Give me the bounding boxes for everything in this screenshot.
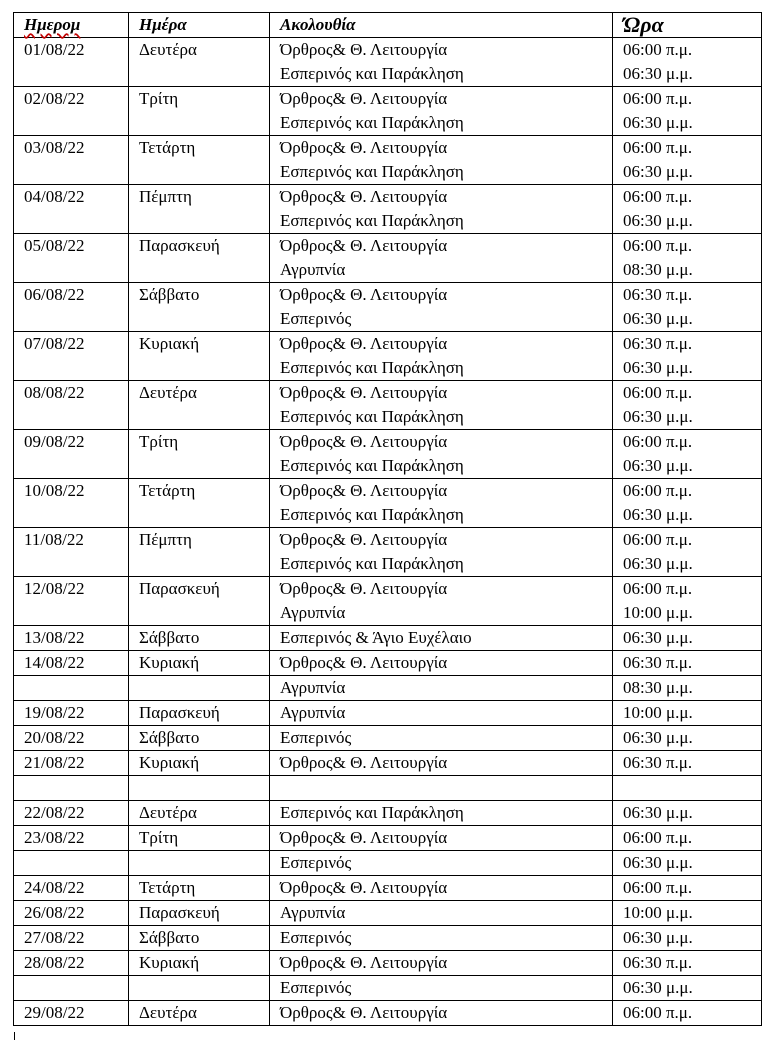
date-cell: 09/08/22 [14,430,129,479]
day-cell: Παρασκευή [129,901,270,926]
table-row [14,776,762,801]
day-cell: Τετάρτη [129,136,270,185]
time-cell [613,776,762,801]
time-line: 06:30 μ.μ. [623,309,693,328]
schedule-body [14,38,762,1026]
service-line: Όρθρος& Θ. Λειτουργία [280,334,448,353]
service-line: Όρθρος& Θ. Λειτουργία [280,285,448,304]
service-line: Όρθρος& Θ. Λειτουργία [280,828,448,847]
service-cell [270,234,613,283]
service-line: Όρθρος& Θ. Λειτουργία [280,481,448,500]
date-cell: 27/08/22 [14,926,129,951]
table-row [14,826,762,851]
day-cell: Κυριακή [129,951,270,976]
date-cell: 24/08/22 [14,876,129,901]
table-row [14,332,762,381]
time-cell [613,381,762,430]
time-cell [613,87,762,136]
time-cell [613,577,762,626]
table-row [14,1001,762,1026]
time-line: 06:30 π.μ. [623,753,693,772]
time-line: 08:30 μ.μ. [623,678,693,697]
date-cell [14,776,129,801]
time-cell [613,332,762,381]
table-row [14,851,762,876]
table-row [14,136,762,185]
service-cell [270,776,613,801]
service-line: Εσπερινός & Άγιο Ευχέλαιο [280,628,472,647]
day-cell: Τρίτη [129,430,270,479]
time-cell [613,430,762,479]
service-cell [270,332,613,381]
time-line: 06:30 μ.μ. [623,628,693,647]
service-line: Όρθρος& Θ. Λειτουργία [280,40,448,59]
service-line: Αγρυπνία [280,703,346,722]
date-cell: 22/08/22 [14,801,129,826]
table-row [14,626,762,651]
date-cell: 03/08/22 [14,136,129,185]
time-cell [613,626,762,651]
day-cell [129,676,270,701]
service-line: Όρθρος& Θ. Λειτουργία [280,579,448,598]
date-cell: 08/08/22 [14,381,129,430]
table-row [14,801,762,826]
time-line: 06:30 μ.μ. [623,978,693,997]
time-cell [613,676,762,701]
service-line: Εσπερινός [280,928,352,947]
day-cell: Κυριακή [129,651,270,676]
day-cell: Παρασκευή [129,577,270,626]
date-cell: 26/08/22 [14,901,129,926]
time-line: 06:30 μ.μ. [623,456,693,475]
time-line: 06:00 π.μ. [623,579,693,598]
time-cell [613,136,762,185]
service-line: Εσπερινός και Παράκληση [280,113,464,132]
time-cell [613,1001,762,1026]
table-row [14,577,762,626]
date-cell: 21/08/22 [14,751,129,776]
time-line: 06:30 μ.μ. [623,853,693,872]
service-cell [270,38,613,87]
date-cell [14,676,129,701]
time-line: 06:30 μ.μ. [623,211,693,230]
service-line: Όρθρος& Θ. Λειτουργία [280,432,448,451]
date-cell: 07/08/22 [14,332,129,381]
day-cell: Πέμπτη [129,528,270,577]
time-line: 06:00 π.μ. [623,138,693,157]
day-cell: Δευτέρα [129,38,270,87]
date-cell: 29/08/22 [14,1001,129,1026]
service-line: Εσπερινός [280,853,352,872]
service-line: Εσπερινός και Παράκληση [280,554,464,573]
day-cell: Παρασκευή [129,701,270,726]
service-line: Όρθρος& Θ. Λειτουργία [280,383,448,402]
time-line: 06:00 π.μ. [623,40,693,59]
service-cell [270,751,613,776]
day-cell: Κυριακή [129,751,270,776]
service-cell [270,136,613,185]
date-cell: 11/08/22 [14,528,129,577]
table-row [14,701,762,726]
table-row [14,381,762,430]
date-cell: 06/08/22 [14,283,129,332]
time-line: 06:30 π.μ. [623,953,693,972]
stray-mark [14,1032,15,1040]
time-cell [613,38,762,87]
service-cell [270,626,613,651]
date-cell: 14/08/22 [14,651,129,676]
service-line: Όρθρος& Θ. Λειτουργία [280,236,448,255]
day-cell: Σάββατο [129,726,270,751]
service-line: Αγρυπνία [280,260,346,279]
date-cell: 01/08/22 [14,38,129,87]
day-cell: Τρίτη [129,826,270,851]
table-row [14,651,762,676]
time-cell [613,851,762,876]
time-line: 06:30 μ.μ. [623,407,693,426]
service-line: Εσπερινός και Παράκληση [280,211,464,230]
service-cell [270,528,613,577]
time-line: 06:30 μ.μ. [623,803,693,822]
date-cell: 28/08/22 [14,951,129,976]
service-line: Όρθρος& Θ. Λειτουργία [280,653,448,672]
service-line: Εσπερινός και Παράκληση [280,407,464,426]
time-line: 06:00 π.μ. [623,383,693,402]
service-line: Εσπερινός [280,978,352,997]
time-line: 06:00 π.μ. [623,530,693,549]
day-cell [129,976,270,1001]
date-cell: 04/08/22 [14,185,129,234]
time-line: 06:00 π.μ. [623,1003,693,1022]
date-cell: 20/08/22 [14,726,129,751]
table-row [14,976,762,1001]
time-cell [613,901,762,926]
time-line: 06:30 π.μ. [623,285,693,304]
time-cell [613,801,762,826]
service-line: Όρθρος& Θ. Λειτουργία [280,530,448,549]
service-cell [270,185,613,234]
day-cell: Πέμπτη [129,185,270,234]
time-cell [613,283,762,332]
time-line: 06:30 μ.μ. [623,505,693,524]
date-cell: 23/08/22 [14,826,129,851]
service-cell [270,926,613,951]
time-line: 06:30 μ.μ. [623,928,693,947]
day-cell: Τρίτη [129,87,270,136]
day-cell: Τετάρτη [129,479,270,528]
time-line: 06:00 π.μ. [623,481,693,500]
day-cell: Σάββατο [129,283,270,332]
time-cell [613,726,762,751]
service-line: Αγρυπνία [280,903,346,922]
service-cell [270,726,613,751]
day-cell [129,851,270,876]
service-line: Αγρυπνία [280,603,346,622]
table-row [14,926,762,951]
service-line: Όρθρος& Θ. Λειτουργία [280,1003,448,1022]
service-cell [270,901,613,926]
service-line: Όρθρος& Θ. Λειτουργία [280,89,448,108]
table-row [14,901,762,926]
time-cell [613,926,762,951]
service-cell [270,381,613,430]
service-cell [270,876,613,901]
service-line: Εσπερινός και Παράκληση [280,64,464,83]
service-cell [270,430,613,479]
time-cell [613,651,762,676]
day-cell: Παρασκευή [129,234,270,283]
header-row [14,13,762,38]
date-cell: 05/08/22 [14,234,129,283]
service-line: Όρθρος& Θ. Λειτουργία [280,878,448,897]
time-cell [613,876,762,901]
day-cell: Δευτέρα [129,1001,270,1026]
time-line: 06:30 μ.μ. [623,162,693,181]
schedule-table [13,12,762,1026]
date-cell [14,851,129,876]
time-line: 06:00 π.μ. [623,187,693,206]
table-row [14,676,762,701]
time-line: 06:30 μ.μ. [623,64,693,83]
table-row [14,726,762,751]
service-line: Εσπερινός και Παράκληση [280,162,464,181]
service-cell [270,651,613,676]
service-cell [270,801,613,826]
table-row [14,87,762,136]
service-line: Όρθρος& Θ. Λειτουργία [280,953,448,972]
time-line: 10:00 μ.μ. [623,903,693,922]
service-line: Εσπερινός και Παράκληση [280,358,464,377]
time-line: 06:30 μ.μ. [623,728,693,747]
table-row [14,479,762,528]
time-line: 10:00 μ.μ. [623,703,693,722]
date-cell [14,976,129,1001]
service-cell [270,87,613,136]
time-cell [613,185,762,234]
table-row [14,185,762,234]
service-cell [270,851,613,876]
service-line: Αγρυπνία [280,678,346,697]
time-line: 06:30 π.μ. [623,653,693,672]
time-line: 06:30 μ.μ. [623,358,693,377]
day-cell [129,776,270,801]
table-row [14,283,762,332]
time-line: 06:30 μ.μ. [623,113,693,132]
time-cell [613,976,762,1001]
header-time: Ώρα [613,13,762,38]
time-cell [613,234,762,283]
time-cell [613,479,762,528]
time-line: 06:00 π.μ. [623,89,693,108]
service-cell [270,826,613,851]
time-line: 06:00 π.μ. [623,432,693,451]
service-cell [270,976,613,1001]
service-cell [270,479,613,528]
service-line: Όρθρος& Θ. Λειτουργία [280,753,448,772]
time-cell [613,701,762,726]
time-cell [613,951,762,976]
time-cell [613,751,762,776]
header-day: Ημέρα [129,13,270,38]
time-line: 06:00 π.μ. [623,828,693,847]
time-line: 06:00 π.μ. [623,236,693,255]
time-line: 06:30 μ.μ. [623,554,693,573]
time-line: 06:00 π.μ. [623,878,693,897]
service-cell [270,1001,613,1026]
date-cell: 02/08/22 [14,87,129,136]
day-cell: Σάββατο [129,626,270,651]
date-cell: 12/08/22 [14,577,129,626]
time-cell [613,528,762,577]
service-line: Όρθρος& Θ. Λειτουργία [280,187,448,206]
date-cell: 19/08/22 [14,701,129,726]
header-date: Ημερομ [14,13,129,38]
time-line: 08:30 μ.μ. [623,260,693,279]
day-cell: Δευτέρα [129,381,270,430]
table-row [14,38,762,87]
service-line: Εσπερινός και Παράκληση [280,505,464,524]
time-line: 10:00 μ.μ. [623,603,693,622]
table-row [14,430,762,479]
service-cell [270,676,613,701]
header-service: Ακολουθία [270,13,613,38]
day-cell: Σάββατο [129,926,270,951]
time-line: 06:30 π.μ. [623,334,693,353]
table-row [14,951,762,976]
table-row [14,876,762,901]
day-cell: Κυριακή [129,332,270,381]
date-cell: 10/08/22 [14,479,129,528]
service-cell [270,701,613,726]
service-cell [270,283,613,332]
day-cell: Δευτέρα [129,801,270,826]
service-line: Εσπερινός και Παράκληση [280,803,464,822]
table-row [14,234,762,283]
service-line: Εσπερινός [280,728,352,747]
service-line: Όρθρος& Θ. Λειτουργία [280,138,448,157]
service-line: Εσπερινός [280,309,352,328]
day-cell: Τετάρτη [129,876,270,901]
service-cell [270,951,613,976]
table-row [14,751,762,776]
service-cell [270,577,613,626]
table-row [14,528,762,577]
date-cell: 13/08/22 [14,626,129,651]
service-line: Εσπερινός και Παράκληση [280,456,464,475]
time-cell [613,826,762,851]
